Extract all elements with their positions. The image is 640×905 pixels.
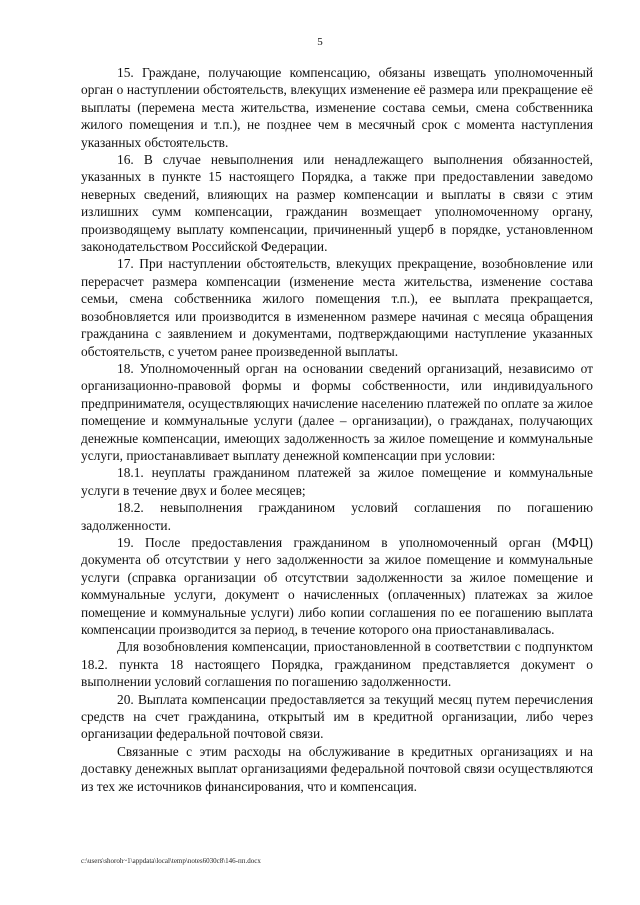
paragraph-18-2: 18.2. невыполнения гражданином условий соглашения по погашению задолженности.	[81, 500, 593, 533]
paragraph-20-expenses: Связанные с этим расходы на обслуживание в кредитных организациях и на доставку денежных выплат организациями федеральной почтовой связи осуществляются из тех же источников финансирования, что и компенсация.	[81, 743, 593, 794]
page-number: 5	[317, 36, 323, 48]
paragraph-16: 16. В случае невыполнения или ненадлежащего выполнения обязанностей, указанных в пункте 15 настоящего Порядка, а также при предоставлении заведомо неверных сведений, влияющих на размер компенсации и выплаты в связи с этим излишних сумм компенсации, гражданин возмещает уполномоченному органу, производящему выплату компенсации, причиненный ущерб в порядке, установленном законодательством Российской Федерации.	[81, 152, 593, 255]
paragraph-17: 17. При наступлении обстоятельств, влекущих прекращение, возобновление или перерасчет размера компенсации (изменение места жительства, изменение состава семьи, смена собственника жилого помещения т.п.), ее выплата прекращается, возобновляется или производится в измененном размере начиная с месяца обращения гражданина с заявлением и документами, подтверждающими наступление указанных обстоятельств, с учетом ранее произведенной выплаты.	[81, 256, 593, 359]
paragraph-19: 19. После предоставления гражданином в уполномоченный орган (МФЦ) документа об отсутствии у него задолженности за жилое помещение и коммунальные услуги (справка организации об отсутствии задолженности за жилое помещение и коммунальные услуги, документ о начисленных (оплаченных) платежах за жилое помещение и коммунальные услуги) либо копии соглашения по ее погашению выплата компенсации производится за период, в течение которого она приостанавливалась.	[81, 534, 593, 637]
paragraph-18: 18. Уполномоченный орган на основании сведений организаций, независимо от организационно-правовой формы и формы собственности, или индивидуального предпринимателя, осуществляющих начисление населению платежей по оплате за жилое помещение и коммунальные услуги (далее – организации), о гражданах, получающих денежные компенсации, имеющих задолженность за жилое помещение и коммунальные услуги, приостанавливает выплату денежной компенсации при условии:	[81, 360, 593, 463]
document-body	[81, 64, 593, 795]
paragraph-19-resumption: Для возобновления компенсации, приостановленной в соответствии с подпунктом 18.2. пункта 18 настоящего Порядка, гражданином представляется документ о выполнении условий соглашения по погашению задолженности.	[81, 639, 593, 690]
footer-file-path: c:\users\shoroh~1\appdata\local\temp\notes6030c8\146-пп.docx	[81, 857, 261, 865]
paragraph-20: 20. Выплата компенсации предоставляется за текущий месяц путем перечисления средств на счет гражданина, открытый им в кредитной организации, либо через организации федеральной почтовой связи.	[81, 691, 593, 742]
paragraph-18-1: 18.1. неуплаты гражданином платежей за жилое помещение и коммунальные услуги в течение двух и более месяцев;	[81, 465, 593, 498]
paragraph-15: 15. Граждане, получающие компенсацию, обязаны извещать уполномоченный орган о наступлении обстоятельств, влекущих изменение её размера или прекращение её выплаты (перемена места жительства, изменение состава семьи, смена собственника жилого помещения и т.п.), не позднее чем в месячный срок с момента наступления указанных обстоятельств.	[81, 65, 593, 150]
